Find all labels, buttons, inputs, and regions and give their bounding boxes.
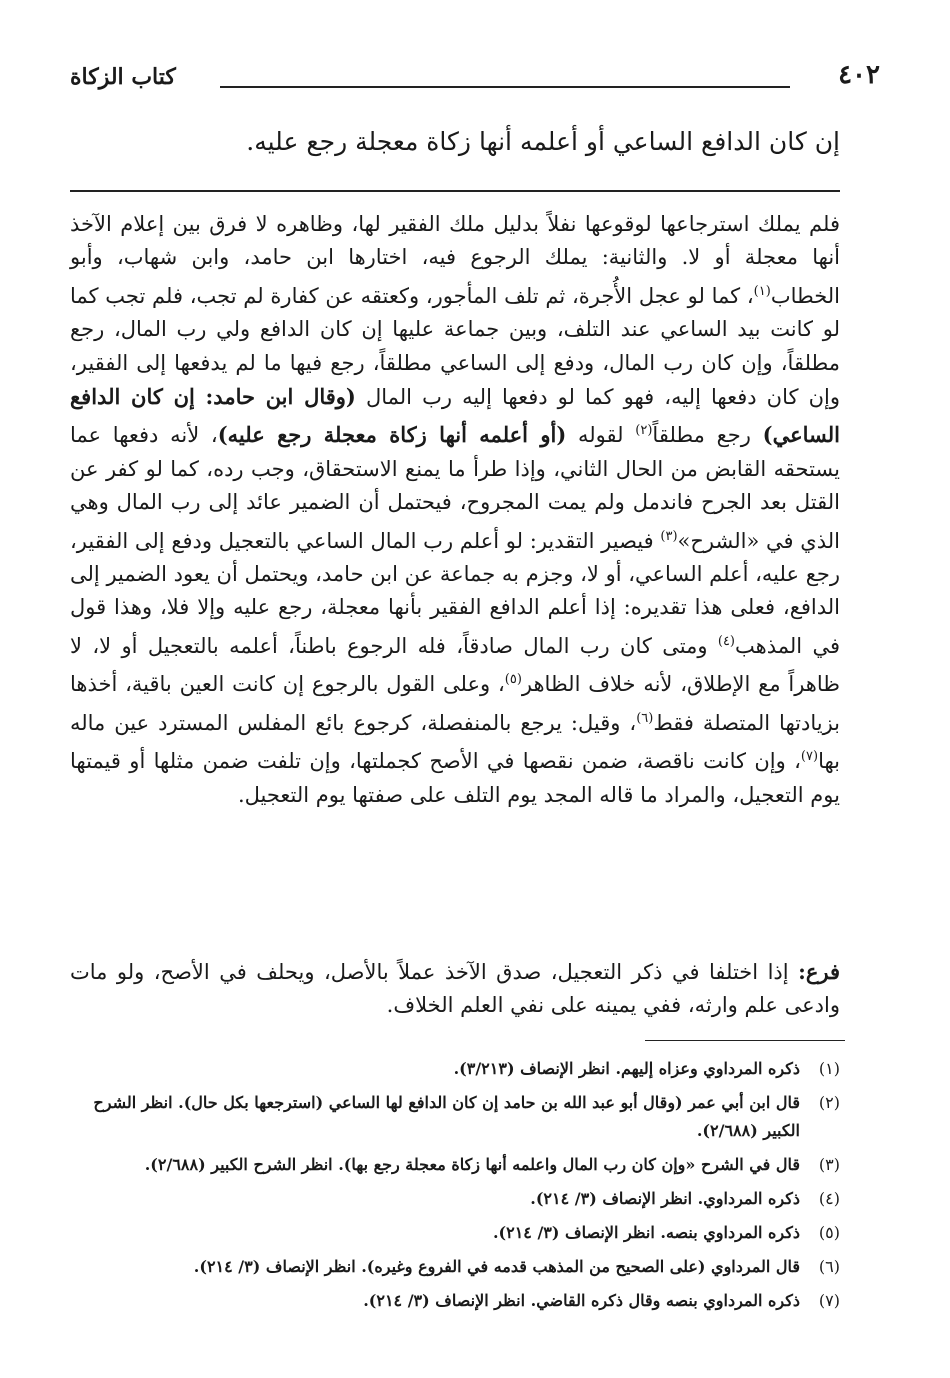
footnote-ref: (٣): [660, 528, 678, 544]
footnote-text: قال المرداوي (على الصحيح من المذهب قدمه في الفروع وغيره). انظر الإنصاف (٣/ ٢١٤).: [193, 1257, 800, 1276]
quoted-matn: (وقال ابن حامد: إن كان الدافع الساعي): [70, 384, 840, 448]
footnote-text: ذكره المرداوي وعزاه إليهم. انظر الإنصاف (٣/٢١٣).: [453, 1059, 800, 1078]
footnote-rule: [645, 1040, 845, 1041]
page-number: ٤٠٢: [838, 60, 880, 90]
footnote-ref: (١): [753, 283, 771, 299]
commentary: [70, 208, 840, 812]
footnote-text: قال في الشرح «وإن كان رب المال واعلمه أنها زكاة معجلة رجع بها). انظر الشرح الكبير (٢/٦٨٨).: [144, 1155, 800, 1174]
footnote-text: ذكره المرداوي بنصه. انظر الإنصاف (٣/ ٢١٤).: [492, 1223, 800, 1242]
main-text: إن كان الدافع الساعي أو أعلمه أنها زكاة معجلة رجع عليه.: [246, 127, 840, 156]
footnote-number: (٧): [818, 1291, 840, 1310]
commentary-segment: فلم يملك استرجاعها لوقوعها نفلاً بدليل ملك الفقير لها، وظاهره لا فرق بين إعلام الآخذ أنها معجلة أو لا. والثانية: يملك الرجوع فيه، اختارها ابن حامد، وابن شهاب، وأبو الخطاب: [70, 212, 840, 308]
footnote-number: (٣): [818, 1155, 840, 1174]
footnote: [70, 1089, 840, 1145]
commentary-segment: ، وعلى القول بالرجوع إن كانت العين باقية، أخذها بزيادتها المتصلة فقط: [70, 672, 841, 735]
commentary-segment: ، كما لو عجل الأُجرة، ثم تلف المأجور، وكعتقه عن كفارة لم تجب، فلم تجب كما لو كانت بيد الساعي عند التلف، وبين جماعة عليها إن كان الدافع ولي رب المال، رجع مطلقاً، وإن كان رب المال، ودفع إلى الساعي مطلقاً، رجع فيها ما لم يدفعها إلى الفقير، وإن كان دفعها إليه، فهو كما لو دفعها إليه رب المال: [70, 283, 840, 410]
branch-label: فرع:: [798, 959, 840, 984]
footnote-ref: (٤): [717, 633, 735, 649]
footnote: [70, 1219, 840, 1247]
commentary-segment: رجع مطلقاً: [652, 423, 763, 448]
commentary-segment: ، وقيل: يرجع بالمنفصلة، كرجوع بائع المفلس المسترد عين ماله بها: [70, 710, 840, 774]
branch-text: إذا اختلفا في ذكر التعجيل، صدق الآخذ عملاً بالأصل، ويحلف في الأصح، ولو مات وادعى علم وارثه، ففي يمينه على نفي العلم الخلاف.: [70, 960, 840, 1017]
footnote-ref: (٧): [800, 749, 819, 765]
footnote-number: (٥): [818, 1223, 840, 1242]
footnote-number: (٢): [818, 1093, 840, 1112]
footnote-ref: (٥): [504, 672, 522, 688]
footnotes-list: [70, 1055, 840, 1321]
header-rule: [220, 86, 790, 88]
footnote: [70, 1185, 840, 1213]
branch-paragraph: [70, 955, 840, 1022]
footnote-text: ذكره المرداوي. انظر الإنصاف (٣/ ٢١٤).: [530, 1189, 800, 1208]
footnote-number: (٦): [818, 1257, 840, 1276]
page-header: [70, 58, 880, 98]
commentary-segment: ، لأنه دفعها عما يستحقه القابض من الحال الثاني، وإذا طرأ ما يمنع الاستحقاق، وجب رده، كما لو كفر عن القتل بعد الجرح فاندمل ولم يمت المجروح، فيحتمل أن الضمير عائد إلى رب المال وهي الذي في «الشرح»: [70, 423, 840, 553]
commentary-segment: فيصير التقدير: لو أعلم رب المال الساعي بالتعجيل ودفع إلى الفقير، رجع عليه، أعلم الساعي، أو لا، وجزم به جماعة عن ابن حامد، ويحتمل أن يعود الضمير إلى الدافع، فعلى هذا تقديره: إذا أعلم الدافع الفقير بأنها معجلة، رجع عليه وإلا فلا، وهذا قول في المذهب: [70, 528, 841, 658]
commentary-segment: ، وإن كانت ناقصة، ضمن نقصها في الأصح كجملتها، وإن تلفت ضمن مثلها أو قيمتها يوم التعجيل، والمراد ما قاله المجد يوم التلف على صفتها يوم التعجيل.: [70, 749, 840, 807]
footnote-text: قال ابن أبي عمر (وقال أبو عبد الله بن حامد إن كان الدافع لها الساعي (استرجعها بكل حال). انظر الشرح الكبير (٢/٦٨٨).: [93, 1093, 800, 1140]
commentary-segment: ومتى كان رب المال صادقاً، فله الرجوع باطناً، أعلمه بالتعجيل أو لا، لا ظاهراً مع الإطلاق، لأنه خلاف الظاهر: [70, 633, 840, 697]
footnote-number: (١): [818, 1059, 840, 1078]
commentary-segment: لقوله: [566, 423, 636, 448]
footnote: [70, 1055, 840, 1083]
footnote-text: ذكره المرداوي بنصه وقال ذكره القاضي. انظر الإنصاف (٣/ ٢١٤).: [363, 1291, 800, 1310]
quoted-matn: (أو أعلمه أنها زكاة معجلة رجع عليه): [217, 422, 567, 448]
footnote-number: (٤): [818, 1189, 840, 1208]
main-separator: [70, 190, 840, 192]
footnote: [70, 1287, 840, 1315]
book-title: كتاب الزكاة: [70, 64, 176, 90]
footnote: [70, 1151, 840, 1179]
footnote-ref: (٢): [635, 423, 653, 439]
footnote-ref: (٦): [636, 710, 654, 726]
footnote: [70, 1253, 840, 1281]
